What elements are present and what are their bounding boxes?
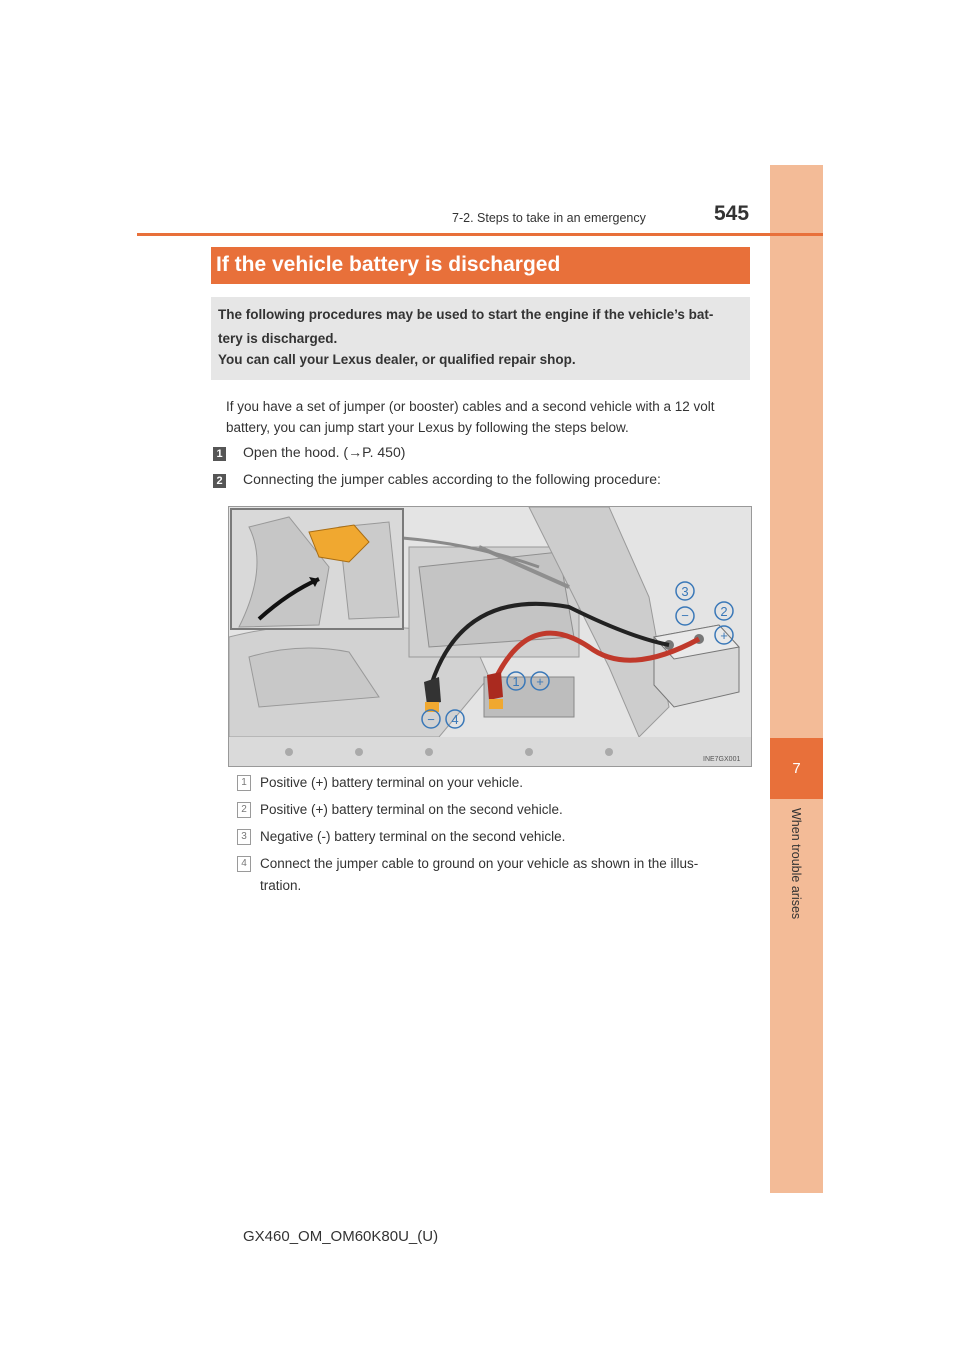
- callout-3-sign: −: [681, 608, 689, 623]
- step-1-badge: 1: [213, 447, 226, 461]
- step-2-text: Connecting the jumper cables according to the following procedure:: [243, 471, 661, 487]
- legend-2-number: 2: [237, 802, 251, 818]
- callout-1-number: 1: [512, 674, 520, 689]
- legend-1-text: Positive (+) battery terminal on your vehicle.: [260, 775, 523, 790]
- page-number: 545: [714, 202, 750, 225]
- intro-line-2: tery is discharged.: [218, 331, 338, 346]
- chapter-side-tab: [770, 165, 823, 1193]
- intro-line-1: The following procedures may be used to start the engine if the vehicle’s bat-: [218, 307, 714, 322]
- callout-2-number: 2: [720, 604, 728, 619]
- jumper-cable-illustration: [228, 506, 752, 767]
- step-1-text: Open the hood. (→P. 450): [243, 444, 406, 460]
- figure-code: INE7GX001: [703, 756, 741, 763]
- legend-2-text: Positive (+) battery terminal on the second vehicle.: [260, 802, 563, 817]
- legend-3-number: 3: [237, 829, 251, 845]
- callout-4-sign: −: [427, 712, 435, 727]
- body-line-2: battery, you can jump start your Lexus by following the steps below.: [226, 420, 629, 435]
- body-line-1: If you have a set of jumper (or booster) cables and a second vehicle with a 12 volt: [226, 399, 715, 414]
- section-header: 7-2. Steps to take in an emergency: [452, 211, 646, 225]
- legend-4-text-line-2: tration.: [260, 878, 302, 893]
- step-2-badge: 2: [213, 474, 226, 488]
- intro-line-3: You can call your Lexus dealer, or qualified repair shop.: [218, 352, 576, 367]
- legend-4-text-line-1: Connect the jumper cable to ground on your vehicle as shown in the illus-: [260, 856, 699, 871]
- callout-2-sign: +: [720, 628, 728, 643]
- chapter-label: When trouble arises: [789, 808, 803, 920]
- page-title: If the vehicle battery is discharged: [216, 253, 561, 276]
- legend-4-number: 4: [237, 856, 251, 872]
- legend-3-text: Negative (-) battery terminal on the second vehicle.: [260, 829, 566, 844]
- document-footer-code: GX460_OM_OM60K80U_(U): [243, 1228, 439, 1245]
- chapter-number: 7: [792, 760, 801, 777]
- callout-1-sign: +: [536, 674, 544, 689]
- header-rule: [137, 233, 823, 236]
- callout-3-number: 3: [681, 584, 689, 599]
- engine-bay-drawing: [229, 507, 751, 766]
- callout-4-number: 4: [451, 712, 459, 727]
- legend-1-number: 1: [237, 775, 251, 791]
